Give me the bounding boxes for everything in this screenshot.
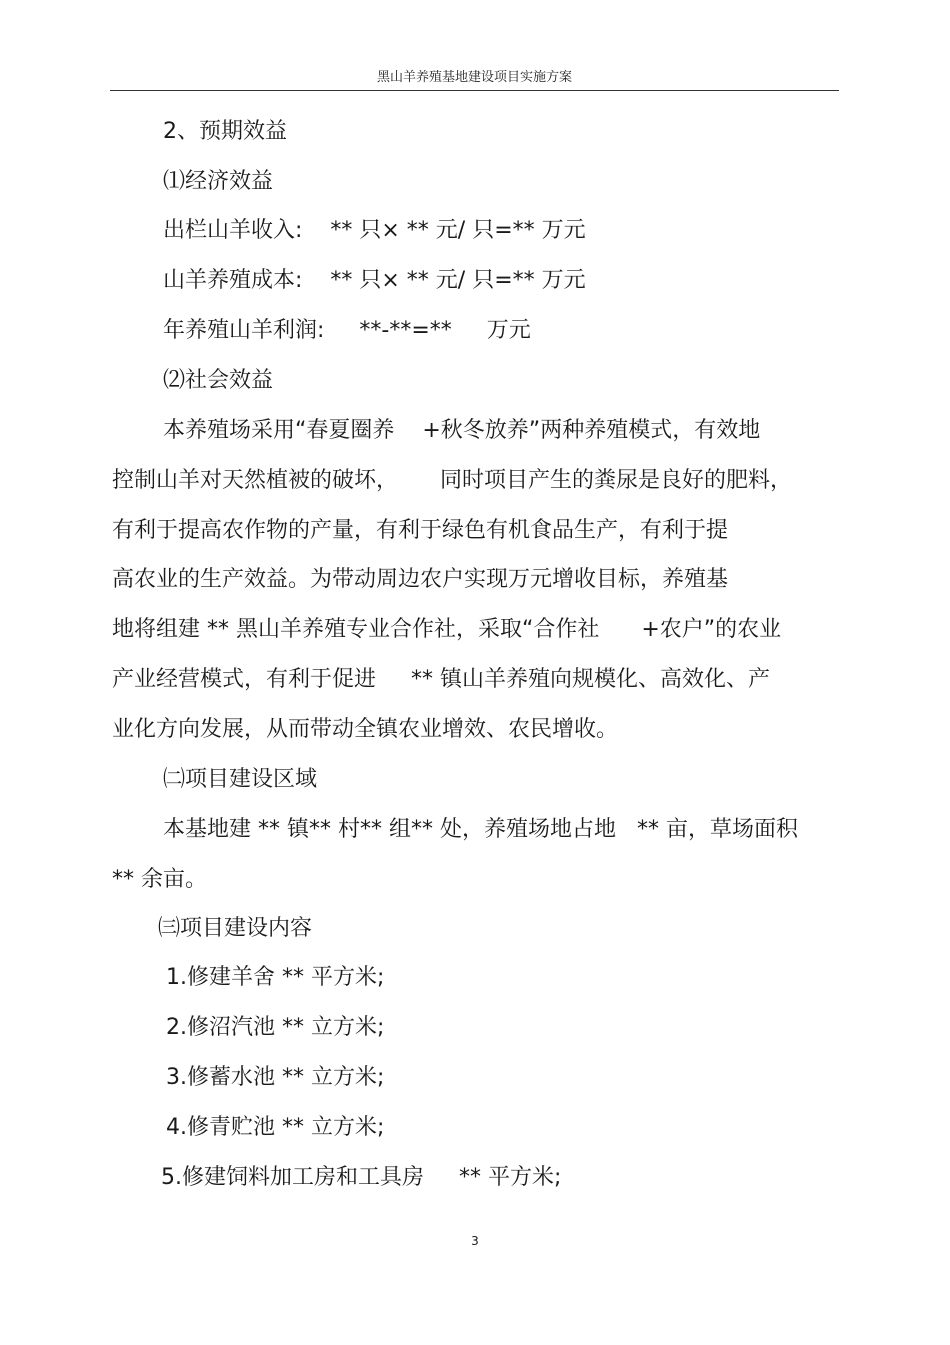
cost-line: 山羊养殖成本: ** 只× ** 元/ 只=** 万元 xyxy=(163,268,586,293)
content-list-item: 4.修青贮池 ** 立方米; xyxy=(166,1115,385,1140)
social-paragraph-line: 高农业的生产效益。为带动周边农户实现万元增收目标，养殖基 xyxy=(112,567,729,592)
social-paragraph-line: 业化方向发展，从而带动全镇农业增效、农民增收。 xyxy=(112,717,619,742)
header-rule xyxy=(110,90,839,91)
area-paragraph-line: ** 余亩。 xyxy=(112,867,207,892)
income-line: 出栏山羊收入: ** 只× ** 元/ 只=** 万元 xyxy=(163,218,586,243)
content-list-item: 1.修建羊舍 ** 平方米; xyxy=(166,965,385,990)
area-paragraph-line: 本基地建 ** 镇** 村** 组** 处，养殖场地占地 ** 亩，草场面积 xyxy=(163,817,798,842)
social-paragraph-line: 控制山羊对天然植被的破坏， 同时项目产生的粪尿是良好的肥料， xyxy=(112,468,792,493)
heading-construction-content: ㈢项目建设内容 xyxy=(158,916,313,941)
heading-economic-benefits: ⑴经济效益 xyxy=(163,169,274,194)
social-paragraph-line: 有利于提高农作物的产量，有利于绿色有机食品生产，有利于提 xyxy=(112,518,729,543)
heading-social-benefits: ⑵社会效益 xyxy=(163,368,274,393)
heading-construction-area: ㈡项目建设区域 xyxy=(163,767,318,792)
profit-line: 年养殖山羊利润: **-**=** 万元 xyxy=(163,318,531,343)
page-number: 3 xyxy=(471,1234,479,1248)
social-paragraph-line: 本养殖场采用“春夏圈养 +秋冬放养”两种养殖模式，有效地 xyxy=(163,418,761,443)
social-paragraph-line: 地将组建 ** 黑山羊养殖专业合作社，采取“合作社 +农户”的农业 xyxy=(112,617,782,642)
content-list-item: 2.修沼汽池 ** 立方米; xyxy=(166,1015,385,1040)
running-header: 黑山羊养殖基地建设项目实施方案 xyxy=(376,70,572,85)
heading-expected-benefits: 2、预期效益 xyxy=(163,119,287,144)
content-list-item: 3.修蓄水池 ** 立方米; xyxy=(166,1065,385,1090)
social-paragraph-line: 产业经营模式，有利于促进 ** 镇山羊养殖向规模化、高效化、产 xyxy=(112,667,770,692)
content-list-item: 5.修建饲料加工房和工具房 ** 平方米; xyxy=(161,1165,562,1190)
